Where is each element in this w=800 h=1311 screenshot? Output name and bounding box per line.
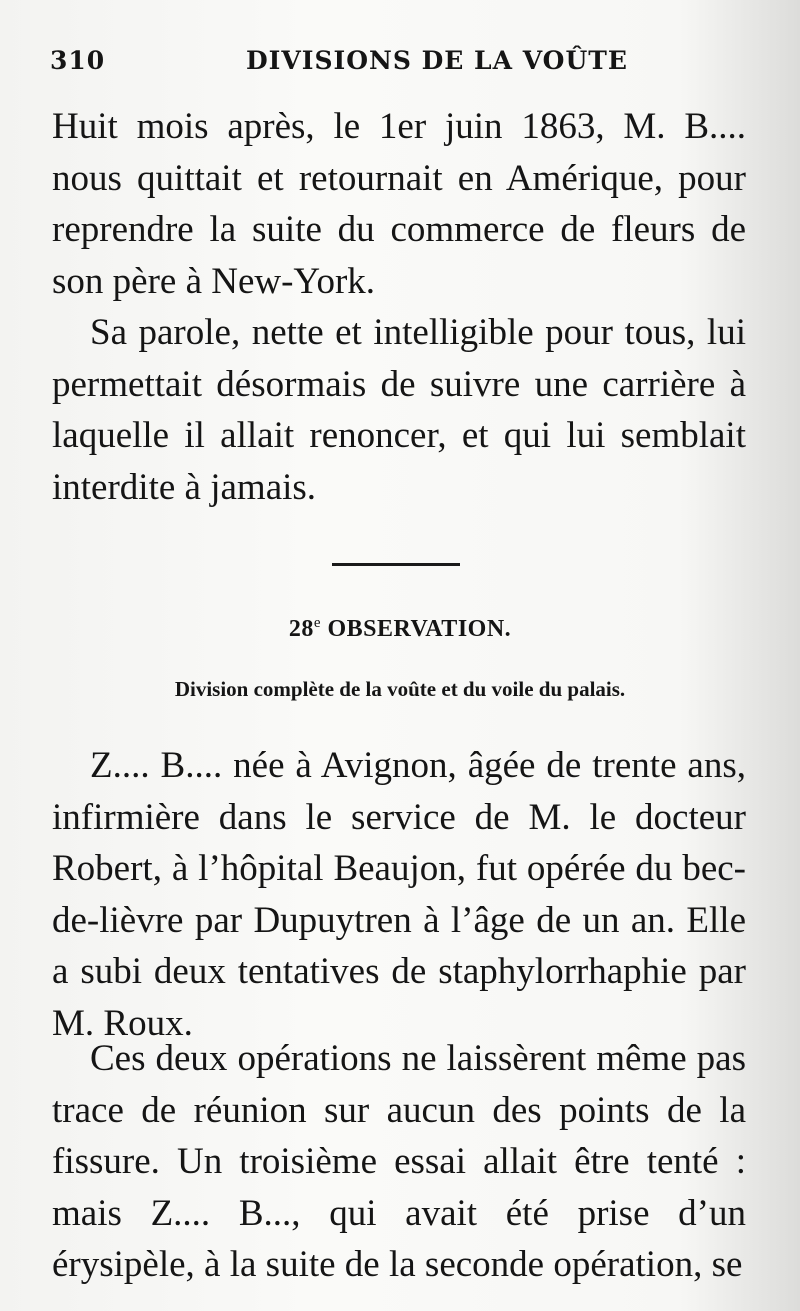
page-header <box>50 46 750 82</box>
observation-title <box>0 615 800 643</box>
paragraph-3: Z.... B.... née à Avignon, âgée de trente ans, infirmière dans le service de M. le docteur Robert, à l’hôpital Beaujon, fut opérée du bec-de-lièvre par Dupuytren à l’âge de un an. Elle a subi deux tentatives de staphylorrhaphie par M. Roux. <box>52 745 746 1044</box>
observation-number: 28 <box>288 616 314 642</box>
section-divider <box>332 563 460 566</box>
paragraph-2: Sa parole, nette et intelligible pour tous, lui permettait désormais de suivre une carrière à laquelle il allait renoncer, et qui lui semblait interdite à jamais. <box>52 312 746 508</box>
paragraph-4: Ces deux opérations ne laissèrent même pas trace de réunion sur aucun des points de la fissure. Un troisième essai allait être tenté : mais Z.... B..., qui avait été prise d’un érysipèle, à la suite de la seconde opération, se <box>52 1038 746 1285</box>
observation-subtitle: Division complète de la voûte et du voile du palais. <box>174 677 626 701</box>
observation-number-suffix: e <box>313 615 321 631</box>
page-number: 310 <box>50 46 106 75</box>
observation-label: OBSERVATION. <box>327 616 512 642</box>
running-head: DIVISIONS DE LA VOÛTE <box>246 46 628 75</box>
paragraph-1: Huit mois après, le 1er juin 1863, M. B.... nous quittait et retournait en Amérique, pour reprendre la suite du commerce de fleurs de son père à New-York. <box>52 106 746 302</box>
